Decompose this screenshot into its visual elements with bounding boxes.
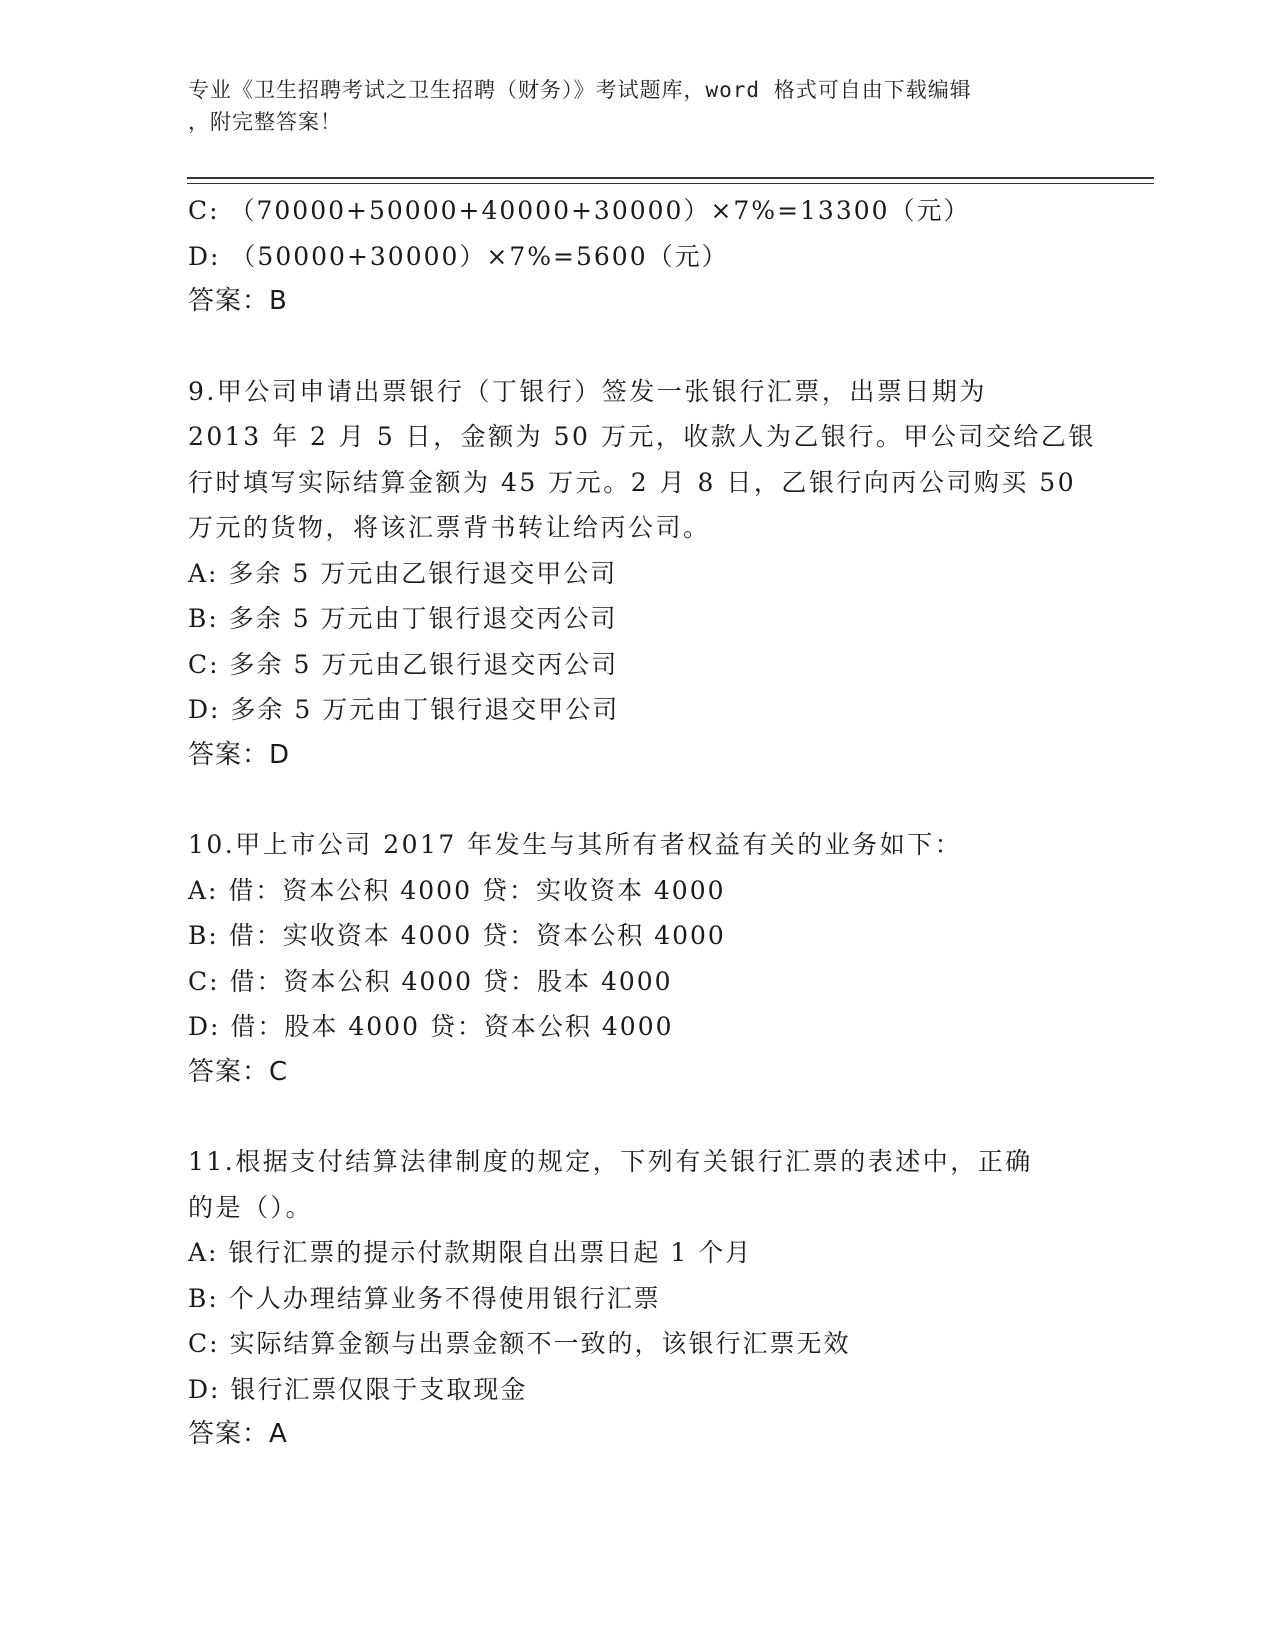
q9-stem-line-4: 万元的货物，将该汇票背书转让给丙公司。 [188, 513, 711, 542]
q11-stem-line-1: 11.根据支付结算法律制度的规定，下列有关银行汇票的表述中，正确 [188, 1147, 1033, 1176]
q9-stem-line-1: 9.甲公司申请出票银行（丁银行）签发一张银行汇票，出票日期为 [188, 376, 987, 406]
header-line-2: ，附完整答案！ [188, 110, 342, 134]
header-divider-thick [187, 177, 1154, 179]
q8-option-c: C: （70000+50000+40000+30000）×7%=13300（元） [188, 196, 971, 225]
question-11 [188, 1139, 1088, 1458]
header-divider-thin [187, 183, 1154, 184]
q11-option-b: B: 个人办理结算业务不得使用银行汇票 [188, 1283, 661, 1313]
q10-answer: 答案：C [188, 1056, 289, 1087]
spacer [188, 778, 1088, 822]
q9-option-c: C: 多余 5 万元由乙银行退交丙公司 [188, 649, 619, 679]
page-header [188, 74, 1068, 138]
q9-answer: 答案：D [188, 739, 291, 770]
q11-option-c: C: 实际结算金额与出票金额不一致的，该银行汇票无效 [188, 1329, 851, 1358]
q9-option-b: B: 多余 5 万元由丁银行退交丙公司 [188, 604, 618, 633]
q9-option-d: D: 多余 5 万元由丁银行退交甲公司 [188, 695, 620, 724]
question-list [188, 188, 1096, 1458]
spacer [188, 1095, 1088, 1139]
question-8-tail [188, 188, 1088, 325]
q9-stem-line-3: 行时填写实际结算金额为 45 万元。2 月 8 日，乙银行向丙公司购买 50 [188, 467, 1077, 497]
q10-option-b: B: 借：实收资本 4000 贷：资本公积 4000 [188, 921, 726, 950]
q11-option-d: D: 银行汇票仅限于支取现金 [188, 1374, 528, 1404]
q9-stem-line-2: 2013 年 2 月 5 日，金额为 50 万元，收款人为乙银行。甲公司交给乙银 [188, 422, 1096, 451]
q10-option-a: A: 借：资本公积 4000 贷：实收资本 4000 [188, 875, 726, 905]
q11-option-a: A: 银行汇票的提示付款期限自出票日起 1 个月 [188, 1238, 753, 1267]
q10-option-c: C: 借：资本公积 4000 贷：股本 4000 [188, 966, 673, 996]
q10-option-d: D: 借：股本 4000 贷：资本公积 4000 [188, 1012, 674, 1041]
question-10 [188, 822, 1088, 1095]
header-line-1: 专业《卫生招聘考试之卫生招聘（财务）》考试题库，word 格式可自由下载编辑 [188, 78, 972, 102]
q11-answer: 答案：A [188, 1419, 288, 1449]
q8-answer: 答案：B [188, 286, 288, 316]
q8-option-d: D: （50000+30000）×7%=5600（元） [188, 241, 729, 271]
q9-option-a: A: 多余 5 万元由乙银行退交甲公司 [188, 558, 618, 588]
q11-stem-line-2: 的是（）。 [188, 1192, 314, 1222]
spacer [188, 325, 1088, 369]
question-9 [188, 369, 1096, 779]
q10-stem: 10.甲上市公司 2017 年发生与其所有者权益有关的业务如下： [188, 830, 963, 859]
